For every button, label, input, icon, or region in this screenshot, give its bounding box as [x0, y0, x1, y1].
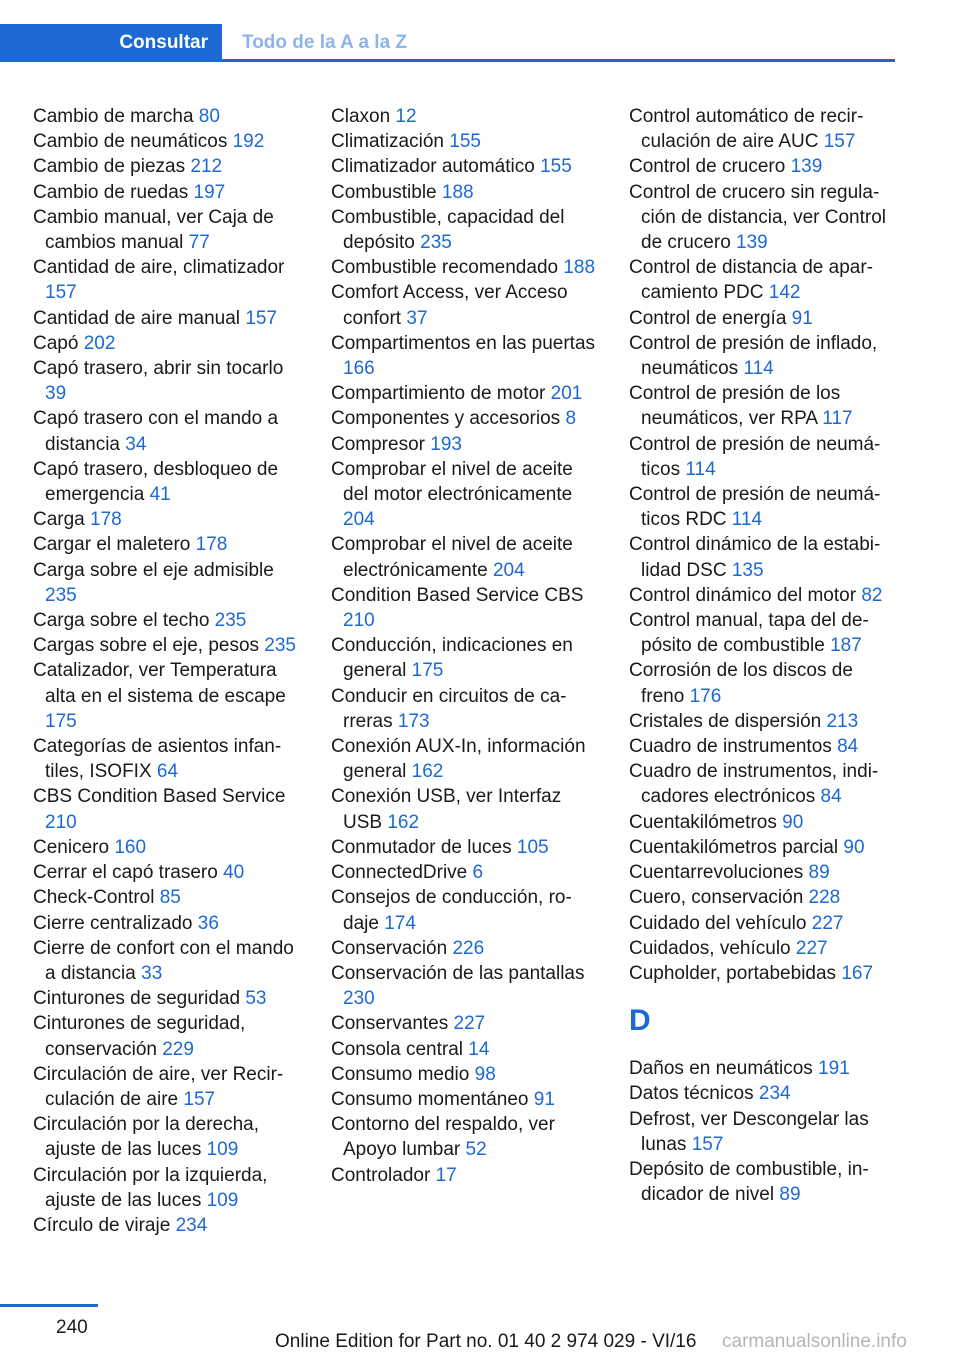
page-link[interactable]: 227 — [453, 1013, 486, 1035]
page-link[interactable]: 8 — [565, 408, 577, 430]
page-link[interactable]: 6 — [472, 862, 484, 884]
index-entry — [33, 784, 298, 834]
entry-text: Circulación de aire, ver Recirculación de aire — [33, 1063, 284, 1110]
page-link[interactable]: 117 — [822, 408, 853, 430]
index-entry — [33, 331, 298, 356]
page-link[interactable]: 175 — [411, 660, 444, 682]
index-entry — [331, 205, 601, 255]
index-entry — [33, 104, 298, 129]
page-link[interactable]: 84 — [820, 786, 842, 808]
entry-text: Conexión AUX-In, información general — [331, 736, 586, 783]
page-link[interactable]: 105 — [516, 836, 549, 858]
index-entry — [33, 885, 298, 910]
index-entry — [629, 331, 899, 381]
index-entry — [629, 608, 899, 658]
entry-text: Climatizador automático — [331, 156, 541, 178]
page-link[interactable]: 90 — [843, 836, 865, 858]
index-entry — [33, 860, 298, 885]
page-link[interactable]: 234 — [758, 1083, 791, 1105]
page-link[interactable]: 114 — [731, 509, 763, 531]
index-entry — [331, 1163, 601, 1188]
index-entry — [629, 306, 899, 331]
entry-text: Categorías de asientos infantiles, ISOFIX — [33, 736, 282, 783]
entry-text: Conmutador de luces — [331, 836, 517, 858]
entry-text: Círculo de viraje — [33, 1214, 176, 1236]
index-entry — [331, 280, 601, 330]
page-link[interactable]: 212 — [190, 156, 223, 178]
entry-text: Control de distancia de aparcamiento PDC — [629, 257, 873, 304]
entry-text: Cambio de ruedas — [33, 181, 194, 203]
entry-text: Cenicero — [33, 836, 115, 858]
entry-text: Catalizador, ver Temperatura alta en el sistema de escape — [33, 660, 286, 707]
page-link[interactable]: 40 — [223, 862, 245, 884]
page-link[interactable]: 160 — [114, 836, 147, 858]
index-entry — [629, 532, 899, 582]
entry-text: Cierre de confort con el mando a distancia — [33, 937, 294, 984]
index-entry — [629, 1081, 899, 1106]
entry-text: Control de presión de neumáticos — [629, 433, 881, 480]
entry-text: Control automático de recirculación de aire AUC — [629, 106, 864, 153]
entry-text: Componentes y accesorios — [331, 408, 566, 430]
entry-text: Check-Control — [33, 887, 160, 909]
page-link[interactable]: 53 — [245, 988, 267, 1010]
index-entry — [629, 255, 899, 305]
entry-text: Capó trasero, abrir sin tocarlo — [33, 358, 284, 380]
index-entry — [629, 154, 899, 179]
section-letter: D — [629, 1004, 651, 1038]
page-link[interactable]: 139 — [790, 156, 823, 178]
index-entry — [33, 633, 298, 658]
page-link[interactable]: 157 — [823, 131, 856, 153]
page-link[interactable]: 80 — [198, 106, 220, 127]
entry-text: Compartimiento de motor — [331, 383, 551, 405]
index-entry — [331, 154, 601, 179]
tab-todo-label: Todo de la A a la Z — [242, 32, 408, 53]
index-entry — [331, 734, 601, 784]
tab-consultar-label: Consultar — [119, 32, 208, 53]
entry-text: Capó trasero con el mando a distancia — [33, 408, 279, 455]
page-link[interactable]: 234 — [175, 1214, 208, 1236]
index-entry — [629, 583, 899, 608]
index-entry — [331, 104, 601, 129]
index-entry — [331, 255, 601, 280]
entry-text: Combustible recomendado — [331, 257, 564, 279]
page-link[interactable]: 39 — [45, 383, 67, 405]
page-link[interactable]: 162 — [387, 811, 420, 833]
index-entry — [33, 507, 298, 532]
entry-text: Cinturones de seguridad — [33, 988, 246, 1010]
page-link[interactable]: 178 — [90, 509, 122, 531]
tab-consultar[interactable] — [0, 24, 222, 62]
page-link[interactable]: 230 — [343, 988, 375, 1010]
index-entry — [331, 1011, 601, 1036]
entry-text: Control de presión de los neumáticos, ver RPA — [629, 383, 841, 430]
entry-text: Circulación por la derecha, ajuste de las luces — [33, 1114, 260, 1161]
page-link[interactable]: 84 — [837, 736, 859, 758]
entry-text: Cerrar el capó trasero — [33, 862, 224, 884]
entry-text: Cargas sobre el eje, pesos — [33, 635, 265, 657]
page-link[interactable]: 235 — [264, 635, 296, 657]
entry-text: Claxon — [331, 106, 396, 127]
page-number: 240 — [56, 1317, 88, 1338]
entry-text: Cambio de piezas — [33, 156, 191, 178]
entry-text: Contorno del respaldo, ver Apoyo lumbar — [331, 1114, 555, 1161]
page-link[interactable]: 235 — [214, 610, 247, 632]
entry-text: Controlador — [331, 1164, 436, 1186]
page-link[interactable]: 204 — [343, 509, 375, 531]
index-entry — [33, 558, 298, 608]
entry-text: Conducción, indicaciones en general — [331, 635, 573, 682]
footer-accent-bar — [0, 1304, 98, 1307]
index-entry — [331, 860, 601, 885]
page-header — [0, 0, 895, 62]
entry-text: Cantidad de aire, climatizador — [33, 257, 285, 279]
page-link[interactable]: 135 — [731, 559, 764, 581]
index-entry — [33, 457, 298, 507]
page-link[interactable]: 17 — [435, 1164, 457, 1186]
entry-text: Conservantes — [331, 1013, 454, 1035]
index-entry — [33, 1163, 298, 1213]
header-divider — [222, 59, 895, 62]
entry-text: Capó trasero, desbloqueo de emergencia — [33, 458, 279, 506]
entry-text: Cierre centralizado — [33, 912, 198, 934]
page-link[interactable]: 187 — [830, 635, 862, 657]
index-entry — [629, 734, 899, 759]
index-entry — [331, 406, 601, 431]
entry-text: Climatización — [331, 131, 450, 153]
entry-text: Cristales de dispersión — [629, 710, 827, 732]
page-link[interactable]: 174 — [384, 912, 416, 934]
entry-text: Control manual, tapa del depósito de combustible — [629, 610, 869, 657]
page-link[interactable]: 52 — [465, 1139, 487, 1161]
index-entry — [33, 180, 298, 205]
page-link[interactable]: 109 — [206, 1189, 239, 1211]
index-entry — [629, 1056, 899, 1081]
page-link[interactable]: 155 — [540, 156, 572, 178]
index-entry — [331, 1037, 601, 1062]
entry-text: Compresor — [331, 433, 431, 455]
index-entry — [331, 180, 601, 205]
index-entry — [33, 911, 298, 936]
entry-text: Capó — [33, 332, 84, 354]
page-link[interactable]: 201 — [550, 383, 583, 405]
page-link[interactable]: 235 — [420, 232, 452, 254]
page-link[interactable]: 204 — [492, 559, 525, 581]
entry-text: Control de presión de neumáticos RDC — [629, 484, 881, 531]
index-entry — [33, 1213, 298, 1238]
index-entry — [331, 381, 601, 406]
entry-text: Cambio de neumáticos — [33, 131, 233, 153]
index-entry — [33, 255, 298, 305]
index-entry — [33, 306, 298, 331]
entry-text: Conservación — [331, 937, 453, 959]
entry-text: Cambio manual, ver Caja de cambios manual — [33, 206, 274, 254]
index-entry — [33, 936, 298, 986]
page-link[interactable]: 227 — [795, 937, 828, 959]
entry-text: Consola central — [331, 1038, 469, 1060]
page-link[interactable]: 37 — [406, 307, 428, 329]
entry-text: Cantidad de aire manual — [33, 307, 246, 329]
page-link[interactable]: 64 — [156, 761, 179, 783]
page-link[interactable]: 178 — [195, 534, 228, 556]
index-entry — [331, 129, 601, 154]
index-entry — [629, 936, 899, 961]
page-link[interactable]: 191 — [818, 1058, 850, 1080]
page-link[interactable]: 14 — [468, 1038, 490, 1060]
entry-text: Cuero, conservación — [629, 887, 809, 909]
page-link[interactable]: 33 — [141, 962, 163, 984]
index-entry — [331, 936, 601, 961]
page-link[interactable]: 166 — [343, 358, 375, 380]
entry-text: Control de crucero — [629, 156, 791, 178]
index-entry — [331, 457, 601, 533]
entry-text: Cuidados, vehículo — [629, 937, 796, 959]
index-entry — [629, 658, 899, 708]
page-link[interactable]: 167 — [841, 962, 874, 984]
page-link[interactable]: 155 — [449, 131, 481, 153]
index-entry — [629, 180, 899, 256]
entry-text: Datos técnicos — [629, 1083, 759, 1105]
page-link[interactable]: 162 — [411, 761, 444, 783]
index-entry — [629, 1157, 899, 1207]
entry-text: Comprobar el nivel de aceite del motor electrónicamente — [331, 458, 573, 506]
page-link[interactable]: 109 — [206, 1139, 239, 1161]
index-entry — [33, 734, 298, 784]
page-link[interactable]: 176 — [689, 685, 722, 707]
index-entry — [331, 1087, 601, 1112]
page-link[interactable]: 12 — [395, 106, 417, 127]
page-link[interactable]: 227 — [811, 912, 844, 934]
entry-text: Control dinámico del motor — [629, 584, 862, 606]
entry-text: Cinturones de seguridad, conservación — [33, 1013, 246, 1060]
page-link[interactable]: 229 — [162, 1038, 194, 1060]
entry-text: Cuentarrevoluciones — [629, 862, 809, 884]
entry-text: Circulación por la izquierda, ajuste de las luces — [33, 1164, 268, 1211]
entry-text: Cupholder, portabebidas — [629, 962, 842, 984]
page-link[interactable]: 226 — [452, 937, 485, 959]
page-link[interactable]: 91 — [791, 307, 813, 329]
index-entry — [33, 986, 298, 1011]
page-link[interactable]: 157 — [45, 282, 77, 304]
entry-text: Consumo medio — [331, 1063, 475, 1085]
entry-text: Cuidado del vehículo — [629, 912, 812, 934]
index-entry — [629, 961, 899, 986]
entry-text: Combustible, capacidad del depósito — [331, 206, 565, 254]
index-entry — [331, 885, 601, 935]
index-entry — [629, 911, 899, 936]
index-entry — [629, 810, 899, 835]
index-column-2 — [331, 104, 601, 1188]
entry-text: Conexión USB, ver Interfaz USB — [331, 786, 562, 833]
index-column-1 — [33, 104, 298, 1238]
entry-text: Conducir en circuitos de carreras — [331, 685, 567, 732]
entry-text: Defrost, ver Descongelar las lunas — [629, 1108, 869, 1155]
page-link[interactable]: 114 — [743, 358, 774, 380]
entry-text: Cuentakilómetros parcial — [629, 836, 844, 858]
page-link[interactable]: 89 — [779, 1184, 801, 1206]
entry-text: Comfort Access, ver Acceso confort — [331, 282, 568, 329]
page-link[interactable]: 91 — [533, 1088, 555, 1110]
index-entry — [33, 835, 298, 860]
page-link[interactable]: 210 — [343, 610, 375, 632]
page-link[interactable]: 98 — [474, 1063, 496, 1085]
entry-text: Control de presión de inflado, neumáticos — [629, 332, 878, 380]
entry-text: Cargar el maletero — [33, 534, 196, 556]
entry-text: Cuentakilómetros — [629, 811, 783, 833]
entry-text: Carga sobre el eje admisible — [33, 559, 274, 581]
index-entry — [629, 709, 899, 734]
entry-text: Compartimentos en las puertas — [331, 332, 596, 354]
index-entry — [629, 1107, 899, 1157]
index-entry — [629, 759, 899, 809]
index-entry — [629, 835, 899, 860]
entry-text: Carga — [33, 509, 91, 531]
entry-text: Cuadro de instrumentos, indicadores electrónicos — [629, 761, 879, 808]
index-entry — [33, 205, 298, 255]
index-entry — [331, 432, 601, 457]
entry-text: Carga sobre el techo — [33, 610, 215, 632]
index-entry — [33, 154, 298, 179]
page-link[interactable]: 90 — [782, 811, 804, 833]
page-link[interactable]: 188 — [441, 181, 474, 203]
index-entry — [33, 356, 298, 406]
index-entry — [331, 835, 601, 860]
watermark: carmanualsonline.info — [722, 1331, 907, 1352]
page-link[interactable]: 210 — [45, 811, 77, 833]
page-link[interactable]: 157 — [245, 307, 278, 329]
page-link[interactable]: 228 — [808, 887, 841, 909]
index-entry — [629, 432, 899, 482]
page-link[interactable]: 142 — [768, 282, 801, 304]
index-entry — [331, 961, 601, 1011]
index-entry — [331, 1062, 601, 1087]
entry-text: Cambio de marcha — [33, 106, 199, 127]
index-entry — [629, 885, 899, 910]
page-link[interactable]: 157 — [183, 1088, 216, 1110]
page-link[interactable]: 213 — [826, 710, 859, 732]
index-entry — [33, 1062, 298, 1112]
entry-text: Cuadro de instrumentos — [629, 736, 838, 758]
entry-text: Daños en neumáticos — [629, 1058, 819, 1080]
edition-footer: Online Edition for Part no. 01 40 2 974 029 - VI/16 — [275, 1331, 697, 1352]
page-link[interactable]: 36 — [197, 912, 219, 934]
page-link[interactable]: 173 — [397, 710, 430, 732]
index-entry — [331, 583, 601, 633]
page-link[interactable]: 114 — [685, 458, 716, 480]
index-entry — [33, 608, 298, 633]
index-entry — [33, 1011, 298, 1061]
entry-text: Consejos de conducción, rodaje — [331, 887, 572, 934]
page-link[interactable]: 41 — [149, 484, 171, 506]
index-entry — [331, 331, 601, 381]
index-entry — [33, 658, 298, 734]
index-entry — [331, 633, 601, 683]
entry-text: Depósito de combustible, indicador de nivel — [629, 1158, 869, 1206]
index-entry — [331, 532, 601, 582]
entry-text: Corrosión de los discos de freno — [629, 660, 853, 707]
entry-text: Control de crucero sin regulación de distancia, ver Control de crucero — [629, 181, 887, 254]
index-entry — [33, 1112, 298, 1162]
page-link[interactable]: 175 — [45, 710, 77, 732]
index-column-3 — [629, 104, 899, 1207]
page-link[interactable]: 197 — [193, 181, 226, 203]
page-link[interactable]: 235 — [45, 584, 77, 606]
index-entry — [33, 532, 298, 557]
page-link[interactable]: 192 — [232, 131, 265, 153]
index-entry — [33, 129, 298, 154]
index-entry — [629, 381, 899, 431]
entry-text: Consumo momentáneo — [331, 1088, 534, 1110]
page-link[interactable]: 77 — [188, 232, 210, 254]
entry-text: Control dinámico de la estabilidad DSC — [629, 534, 881, 581]
index-entry — [331, 784, 601, 834]
entry-text: Condition Based Service CBS — [331, 584, 584, 606]
entry-text: Combustible — [331, 181, 442, 203]
index-entry — [331, 684, 601, 734]
page-link[interactable]: 85 — [159, 887, 181, 909]
index-entry — [331, 1112, 601, 1162]
page-link[interactable]: 139 — [736, 232, 768, 254]
page-link[interactable]: 202 — [83, 332, 116, 354]
page-link[interactable]: 193 — [430, 433, 462, 455]
page-link[interactable]: 82 — [861, 584, 883, 606]
index-entry — [629, 482, 899, 532]
page-link[interactable]: 89 — [808, 862, 830, 884]
entry-text: ConnectedDrive — [331, 862, 473, 884]
entry-text: Comprobar el nivel de aceite electrónicamente — [331, 534, 573, 581]
index-entry — [629, 104, 899, 154]
page-link[interactable]: 157 — [691, 1133, 724, 1155]
entry-text: Control de energía — [629, 307, 792, 329]
entry-text: Conservación de las pantallas — [331, 962, 585, 984]
page-link[interactable]: 188 — [563, 257, 596, 279]
index-entry — [33, 406, 298, 456]
tab-todo-de-la-a-a-la-z[interactable] — [242, 24, 407, 62]
index-entry — [629, 860, 899, 885]
page-link[interactable]: 34 — [125, 433, 147, 455]
entry-text: CBS Condition Based Service — [33, 786, 286, 808]
